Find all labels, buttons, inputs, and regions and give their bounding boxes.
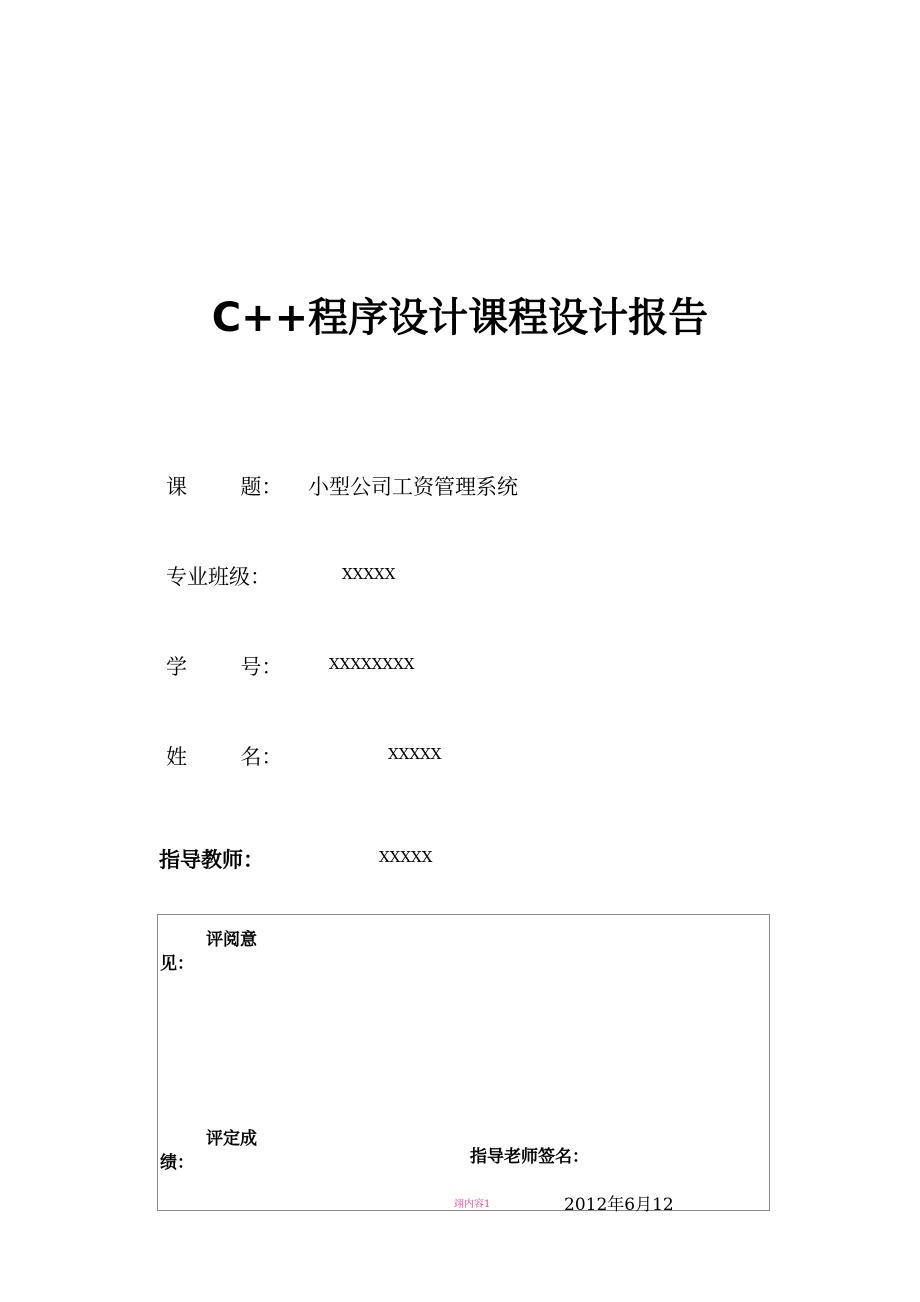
- review-box: [157, 914, 770, 1215]
- major-class-label: 专业班级：: [166, 565, 271, 589]
- comments-label-line2: 见：: [160, 954, 194, 974]
- report-title: C++程序设计课程设计报告: [211, 295, 709, 341]
- name-value: XXXXX: [388, 745, 442, 763]
- name-label: 姓 名：: [166, 745, 283, 769]
- footer-small-text: 翊内容1: [454, 1199, 491, 1210]
- advisor-value: XXXXX: [379, 848, 433, 866]
- student-id-value: XXXXXXXX: [329, 655, 415, 673]
- student-id-label: 学 号：: [166, 655, 283, 679]
- signature-label: 指导老师签名：: [470, 1147, 589, 1167]
- comments-label-line1: 评阅意: [206, 930, 257, 950]
- topic-label: 课 题：: [166, 475, 283, 499]
- grade-label-line2: 绩：: [160, 1153, 194, 1173]
- date-text: 2012年6月12: [564, 1195, 674, 1215]
- advisor-label: 指导教师：: [159, 848, 264, 872]
- grade-label-line1: 评定成: [206, 1129, 257, 1149]
- major-class-value: XXXXX: [342, 565, 396, 583]
- topic-value: 小型公司工资管理系统: [308, 475, 518, 499]
